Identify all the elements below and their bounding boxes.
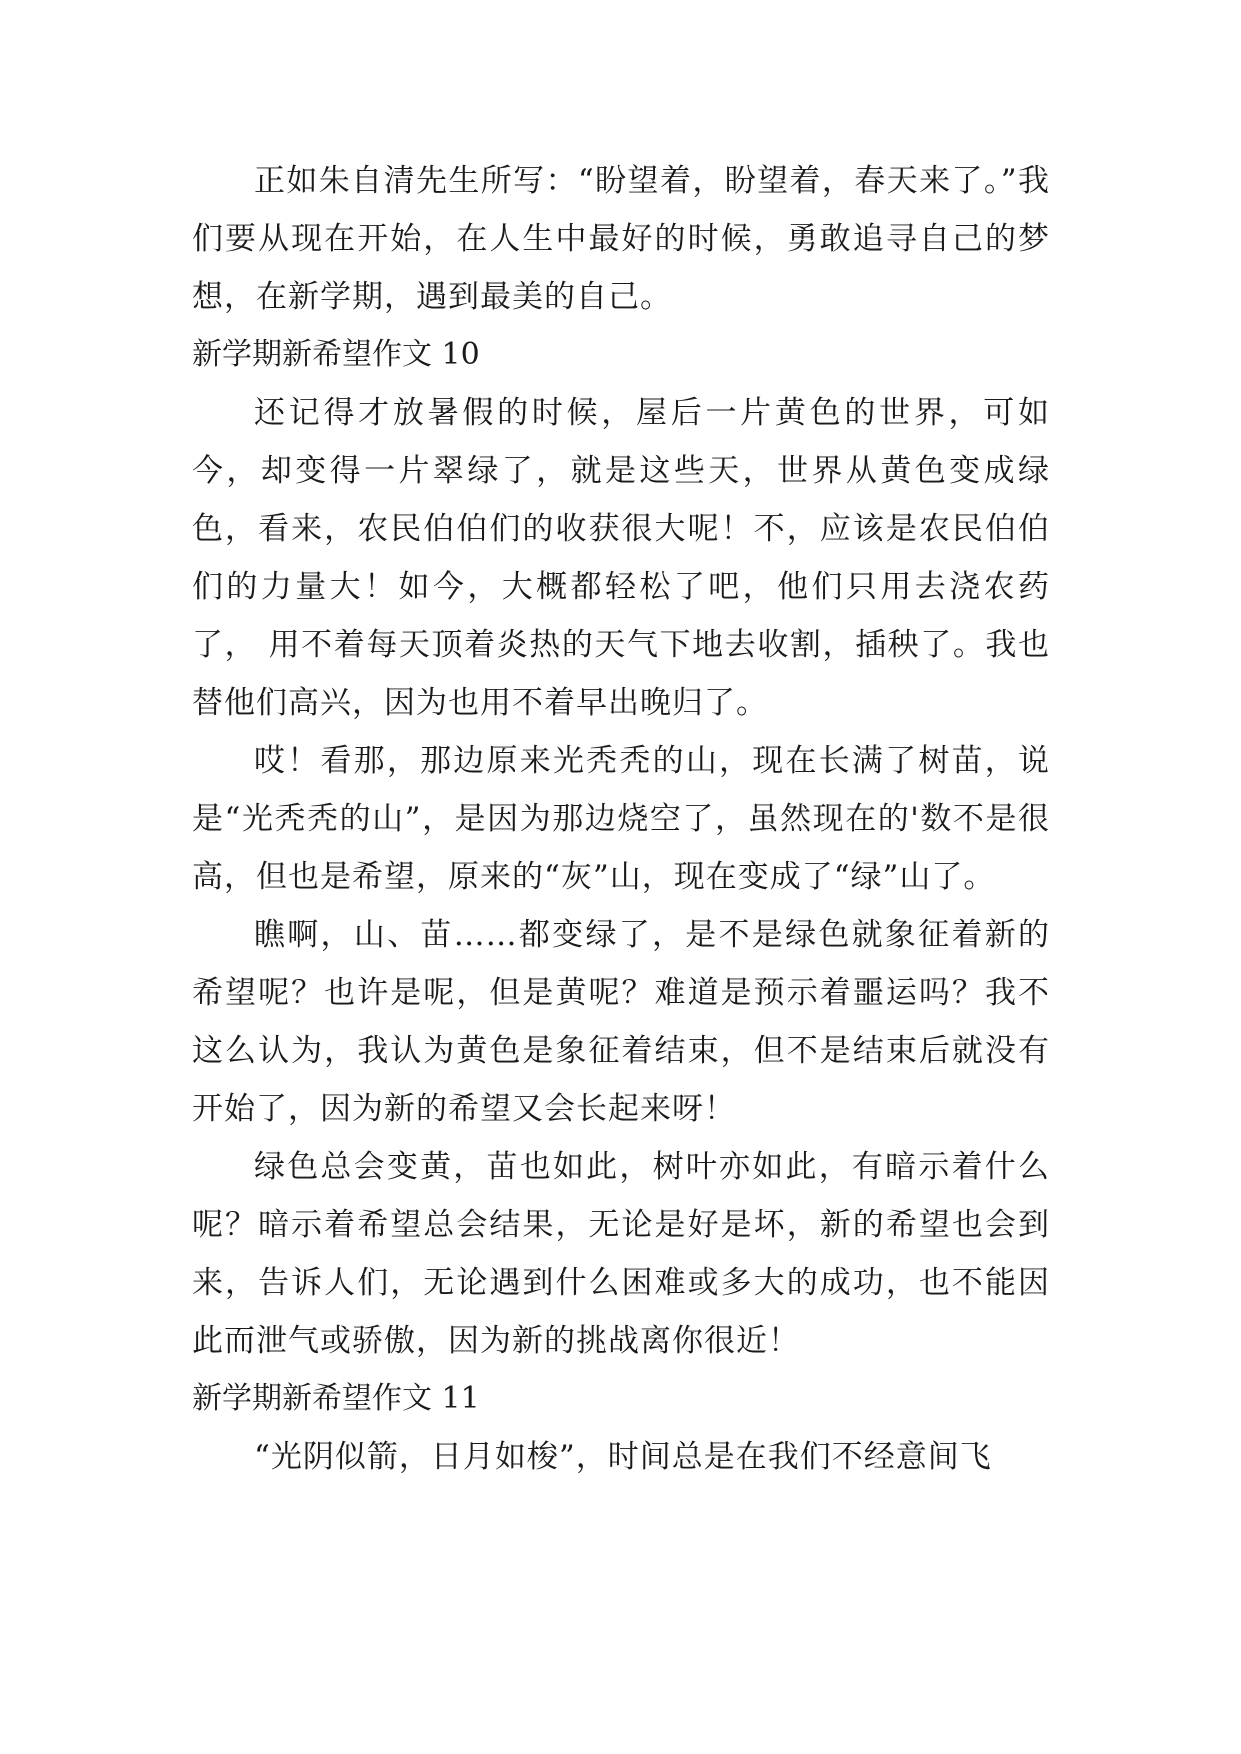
essay-heading: 新学期新希望作文 10 [192, 337, 480, 372]
essay-heading: 新学期新希望作文 11 [192, 1381, 480, 1416]
paragraph: 绿色总会变黄，苗也如此，树叶亦如此，有暗示着什么呢？暗示着希望总会结果，无论是好是坏，新的希望也会到来，告诉人们，无论遇到什么困难或多大的成功，也不能因此而泄气或骄傲，因为新的挑战离你很近！ [192, 1149, 1050, 1359]
document-page [192, 152, 1050, 1486]
paragraph: 正如朱自清先生所写：“盼望着，盼望着，春天来了。”我们要从现在开始，在人生中最好的时候，勇敢追寻自己的梦想，在新学期，遇到最美的自己。 [192, 163, 1050, 315]
paragraph: 哎！看那，那边原来光秃秃的山，现在长满了树苗，说是“光秃秃的山”，是因为那边烧空了，虽然现在的'数不是很高，但也是希望，原来的“灰”山，现在变成了“绿”山了。 [192, 743, 1050, 895]
paragraph: 还记得才放暑假的时候，屋后一片黄色的世界，可如今，却变得一片翠绿了，就是这些天，世界从黄色变成绿色，看来，农民伯伯们的收获很大呢！不，应该是农民伯伯们的力量大！如今，大概都轻松了吧，他们只用去浇农药了， 用不着每天顶着炎热的天气下地去收割，插秧了。我也替他们高兴，因为也用不着早出晚归了。 [192, 395, 1050, 721]
paragraph: “光阴似箭，日月如梭”，时间总是在我们不经意间飞 [254, 1439, 992, 1475]
paragraph: 瞧啊，山、苗……都变绿了，是不是绿色就象征着新的希望呢？也许是呢，但是黄呢？难道是预示着噩运吗？我不这么认为，我认为黄色是象征着结束，但不是结束后就没有开始了，因为新的希望又会长起来呀！ [192, 917, 1050, 1127]
